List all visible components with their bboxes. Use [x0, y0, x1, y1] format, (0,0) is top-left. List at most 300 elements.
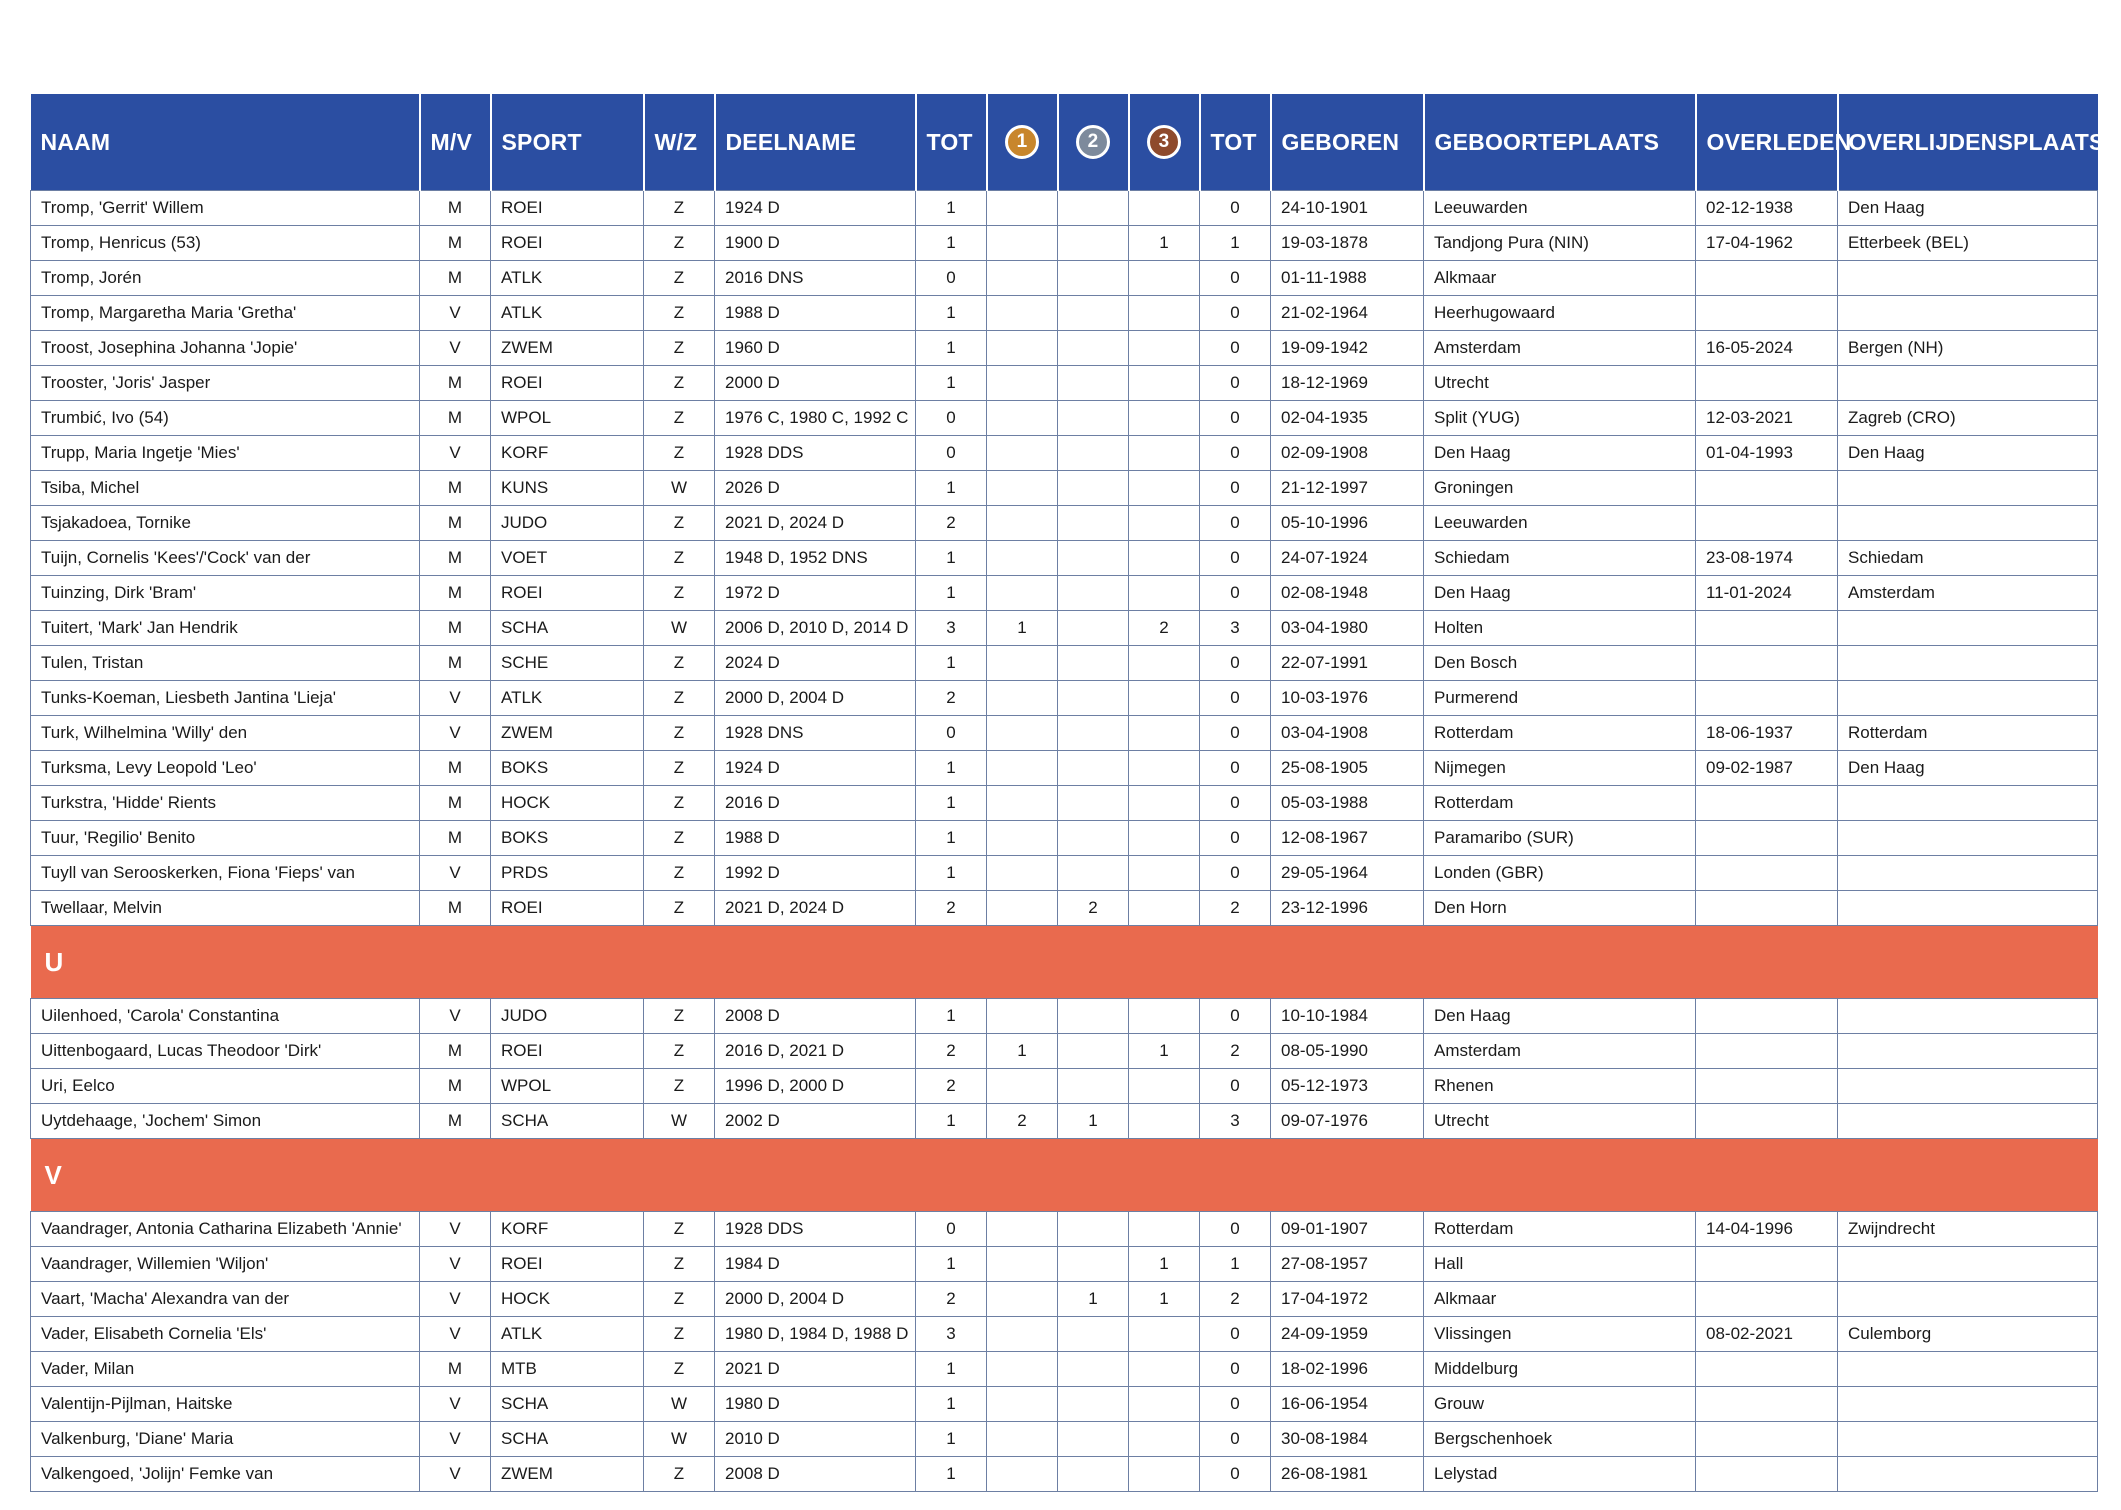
cell-wz: Z	[644, 1282, 715, 1317]
cell-sport: VOET	[491, 541, 644, 576]
cell-tot-medailles: 2	[1200, 891, 1271, 926]
cell-overleden: 18-06-1937	[1696, 716, 1838, 751]
cell-geboorteplaats: Vlissingen	[1424, 1317, 1696, 1352]
cell-tot-deelname: 1	[916, 646, 987, 681]
cell-tot-deelname: 2	[916, 506, 987, 541]
cell-geboorteplaats: Groningen	[1424, 471, 1696, 506]
cell-geboorteplaats: Heerhugowaard	[1424, 296, 1696, 331]
cell-tot-deelname: 1	[916, 1387, 987, 1422]
cell-geboorteplaats: Paramaribo (SUR)	[1424, 821, 1696, 856]
cell-geboorteplaats: Tandjong Pura (NIN)	[1424, 226, 1696, 261]
cell-deelname: 2016 D	[715, 786, 916, 821]
cell-overlijdensplaats	[1838, 296, 2098, 331]
table-row	[31, 506, 2098, 541]
cell-tot-medailles: 0	[1200, 856, 1271, 891]
cell-naam: Tromp, Henricus (53)	[31, 226, 420, 261]
cell-naam: Trumbić, Ivo (54)	[31, 401, 420, 436]
cell-wz: Z	[644, 891, 715, 926]
cell-naam: Valentijn-Pijlman, Haitske	[31, 1387, 420, 1422]
cell-mv: M	[420, 821, 491, 856]
cell-zilver	[1058, 191, 1129, 226]
cell-tot-deelname: 1	[916, 296, 987, 331]
cell-geboorteplaats: Bergschenhoek	[1424, 1422, 1696, 1457]
gold-medal-icon: 1	[1005, 125, 1039, 159]
cell-brons	[1129, 999, 1200, 1034]
cell-sport: BOKS	[491, 751, 644, 786]
table-row	[31, 1247, 2098, 1282]
cell-overlijdensplaats: Zwijndrecht	[1838, 1212, 2098, 1247]
table-row	[31, 1034, 2098, 1069]
cell-deelname: 2000 D, 2004 D	[715, 1282, 916, 1317]
cell-naam: Tromp, 'Gerrit' Willem	[31, 191, 420, 226]
cell-naam: Vader, Elisabeth Cornelia 'Els'	[31, 1317, 420, 1352]
cell-overlijdensplaats: Culemborg	[1838, 1317, 2098, 1352]
cell-tot-deelname: 1	[916, 856, 987, 891]
cell-zilver	[1058, 436, 1129, 471]
cell-overlijdensplaats: Etterbeek (BEL)	[1838, 226, 2098, 261]
cell-mv: V	[420, 1387, 491, 1422]
cell-sport: ROEI	[491, 366, 644, 401]
cell-brons: 1	[1129, 226, 1200, 261]
cell-geboren: 12-08-1967	[1271, 821, 1424, 856]
cell-sport: KUNS	[491, 471, 644, 506]
cell-deelname: 1972 D	[715, 576, 916, 611]
cell-wz: Z	[644, 1034, 715, 1069]
cell-overlijdensplaats	[1838, 1457, 2098, 1492]
cell-deelname: 1988 D	[715, 296, 916, 331]
cell-tot-deelname: 1	[916, 1104, 987, 1139]
cell-mv: M	[420, 541, 491, 576]
cell-overleden	[1696, 1352, 1838, 1387]
cell-naam: Tsiba, Michel	[31, 471, 420, 506]
cell-tot-deelname: 0	[916, 401, 987, 436]
table-row	[31, 576, 2098, 611]
cell-wz: Z	[644, 506, 715, 541]
cell-sport: HOCK	[491, 1282, 644, 1317]
cell-overlijdensplaats	[1838, 891, 2098, 926]
table-row	[31, 1352, 2098, 1387]
cell-deelname: 1984 D	[715, 1247, 916, 1282]
cell-brons	[1129, 1104, 1200, 1139]
cell-brons: 1	[1129, 1282, 1200, 1317]
cell-sport: WPOL	[491, 1069, 644, 1104]
cell-geboren: 05-12-1973	[1271, 1069, 1424, 1104]
cell-wz: Z	[644, 1247, 715, 1282]
table-row	[31, 1422, 2098, 1457]
cell-geboorteplaats: Den Haag	[1424, 436, 1696, 471]
cell-overleden	[1696, 611, 1838, 646]
cell-tot-medailles: 0	[1200, 821, 1271, 856]
cell-goud	[987, 541, 1058, 576]
cell-deelname: 1988 D	[715, 821, 916, 856]
cell-overlijdensplaats: Bergen (NH)	[1838, 331, 2098, 366]
table-row	[31, 1212, 2098, 1247]
cell-wz: Z	[644, 366, 715, 401]
table-row	[31, 226, 2098, 261]
header-geboorteplaats: GEBOORTEPLAATS	[1424, 94, 1696, 191]
table-row	[31, 716, 2098, 751]
cell-brons	[1129, 856, 1200, 891]
cell-overlijdensplaats: Zagreb (CRO)	[1838, 401, 2098, 436]
cell-brons: 1	[1129, 1247, 1200, 1282]
header-overlijdensplaats: OVERLIJDENSPLAATS	[1838, 94, 2098, 191]
cell-goud	[987, 646, 1058, 681]
cell-tot-deelname: 2	[916, 681, 987, 716]
header-naam: NAAM	[31, 94, 420, 191]
cell-zilver: 1	[1058, 1104, 1129, 1139]
cell-tot-deelname: 3	[916, 1317, 987, 1352]
cell-wz: Z	[644, 1352, 715, 1387]
table-row	[31, 786, 2098, 821]
cell-naam: Tuur, 'Regilio' Benito	[31, 821, 420, 856]
cell-geboorteplaats: Grouw	[1424, 1387, 1696, 1422]
cell-tot-medailles: 0	[1200, 401, 1271, 436]
cell-geboorteplaats: Rotterdam	[1424, 786, 1696, 821]
cell-mv: M	[420, 366, 491, 401]
cell-deelname: 1960 D	[715, 331, 916, 366]
cell-tot-deelname: 1	[916, 191, 987, 226]
cell-tot-deelname: 2	[916, 891, 987, 926]
cell-tot-deelname: 1	[916, 541, 987, 576]
cell-overlijdensplaats	[1838, 821, 2098, 856]
cell-zilver: 2	[1058, 891, 1129, 926]
cell-brons	[1129, 436, 1200, 471]
cell-overleden	[1696, 999, 1838, 1034]
cell-mv: V	[420, 296, 491, 331]
cell-overleden	[1696, 1387, 1838, 1422]
cell-wz: Z	[644, 541, 715, 576]
cell-sport: MTB	[491, 1352, 644, 1387]
table-row	[31, 1387, 2098, 1422]
cell-goud	[987, 1282, 1058, 1317]
cell-geboorteplaats: Purmerend	[1424, 681, 1696, 716]
cell-tot-medailles: 0	[1200, 1457, 1271, 1492]
cell-mv: V	[420, 681, 491, 716]
cell-tot-medailles: 0	[1200, 436, 1271, 471]
cell-overlijdensplaats	[1838, 1069, 2098, 1104]
cell-overlijdensplaats: Den Haag	[1838, 751, 2098, 786]
cell-zilver	[1058, 1212, 1129, 1247]
cell-naam: Valkenburg, 'Diane' Maria	[31, 1422, 420, 1457]
cell-geboren: 03-04-1980	[1271, 611, 1424, 646]
cell-deelname: 2016 DNS	[715, 261, 916, 296]
table-row	[31, 856, 2098, 891]
header-sport: SPORT	[491, 94, 644, 191]
cell-zilver	[1058, 1457, 1129, 1492]
cell-mv: V	[420, 1212, 491, 1247]
cell-naam: Valkengoed, 'Jolijn' Femke van	[31, 1457, 420, 1492]
cell-wz: Z	[644, 1212, 715, 1247]
cell-goud	[987, 226, 1058, 261]
cell-zilver	[1058, 751, 1129, 786]
cell-overlijdensplaats	[1838, 999, 2098, 1034]
cell-goud	[987, 1352, 1058, 1387]
cell-geboren: 30-08-1984	[1271, 1422, 1424, 1457]
cell-wz: Z	[644, 401, 715, 436]
cell-overleden	[1696, 681, 1838, 716]
cell-geboren: 27-08-1957	[1271, 1247, 1424, 1282]
cell-geboren: 17-04-1972	[1271, 1282, 1424, 1317]
cell-deelname: 1976 C, 1980 C, 1992 C	[715, 401, 916, 436]
cell-geboren: 10-10-1984	[1271, 999, 1424, 1034]
cell-goud	[987, 751, 1058, 786]
cell-geboren: 03-04-1908	[1271, 716, 1424, 751]
cell-tot-deelname: 1	[916, 1457, 987, 1492]
cell-overlijdensplaats	[1838, 1282, 2098, 1317]
cell-wz: Z	[644, 681, 715, 716]
cell-geboren: 05-03-1988	[1271, 786, 1424, 821]
cell-deelname: 2002 D	[715, 1104, 916, 1139]
cell-sport: ATLK	[491, 296, 644, 331]
cell-sport: ATLK	[491, 261, 644, 296]
cell-goud	[987, 1069, 1058, 1104]
cell-brons	[1129, 541, 1200, 576]
cell-tot-medailles: 0	[1200, 191, 1271, 226]
cell-overlijdensplaats	[1838, 856, 2098, 891]
cell-geboorteplaats: Schiedam	[1424, 541, 1696, 576]
cell-sport: ZWEM	[491, 1457, 644, 1492]
cell-zilver	[1058, 646, 1129, 681]
cell-sport: ATLK	[491, 681, 644, 716]
cell-goud	[987, 296, 1058, 331]
cell-sport: ROEI	[491, 891, 644, 926]
cell-zilver	[1058, 576, 1129, 611]
cell-brons	[1129, 821, 1200, 856]
cell-overleden: 16-05-2024	[1696, 331, 1838, 366]
cell-overleden: 08-02-2021	[1696, 1317, 1838, 1352]
cell-brons	[1129, 1422, 1200, 1457]
cell-brons: 2	[1129, 611, 1200, 646]
cell-geboren: 09-01-1907	[1271, 1212, 1424, 1247]
cell-overlijdensplaats	[1838, 646, 2098, 681]
cell-tot-medailles: 0	[1200, 1069, 1271, 1104]
cell-mv: M	[420, 191, 491, 226]
cell-mv: M	[420, 226, 491, 261]
cell-tot-medailles: 0	[1200, 576, 1271, 611]
cell-wz: Z	[644, 576, 715, 611]
cell-sport: ROEI	[491, 226, 644, 261]
cell-geboorteplaats: Den Haag	[1424, 576, 1696, 611]
cell-zilver	[1058, 1317, 1129, 1352]
header-mv: M/V	[420, 94, 491, 191]
cell-mv: V	[420, 436, 491, 471]
cell-overlijdensplaats	[1838, 506, 2098, 541]
cell-deelname: 1980 D	[715, 1387, 916, 1422]
cell-zilver	[1058, 296, 1129, 331]
cell-mv: V	[420, 1247, 491, 1282]
cell-goud	[987, 331, 1058, 366]
cell-brons	[1129, 1352, 1200, 1387]
cell-zilver	[1058, 366, 1129, 401]
cell-deelname: 1928 DDS	[715, 1212, 916, 1247]
cell-sport: ATLK	[491, 1317, 644, 1352]
cell-naam: Uilenhoed, 'Carola' Constantina	[31, 999, 420, 1034]
cell-mv: V	[420, 999, 491, 1034]
header-gold	[987, 94, 1058, 191]
cell-overleden: 09-02-1987	[1696, 751, 1838, 786]
cell-deelname: 2010 D	[715, 1422, 916, 1457]
cell-mv: V	[420, 856, 491, 891]
cell-geboorteplaats: Nijmegen	[1424, 751, 1696, 786]
cell-deelname: 1980 D, 1984 D, 1988 D	[715, 1317, 916, 1352]
cell-geboren: 26-08-1981	[1271, 1457, 1424, 1492]
cell-tot-deelname: 0	[916, 261, 987, 296]
cell-geboorteplaats: Hall	[1424, 1247, 1696, 1282]
cell-overleden	[1696, 506, 1838, 541]
cell-overleden	[1696, 1282, 1838, 1317]
cell-overleden	[1696, 296, 1838, 331]
cell-tot-medailles: 3	[1200, 1104, 1271, 1139]
cell-sport: SCHA	[491, 1422, 644, 1457]
cell-zilver	[1058, 1247, 1129, 1282]
table-body	[31, 191, 2098, 1492]
cell-mv: V	[420, 1282, 491, 1317]
cell-goud	[987, 576, 1058, 611]
header-deelname: DEELNAME	[715, 94, 916, 191]
cell-tot-medailles: 0	[1200, 681, 1271, 716]
cell-sport: ZWEM	[491, 331, 644, 366]
cell-geboorteplaats: Middelburg	[1424, 1352, 1696, 1387]
cell-wz: Z	[644, 751, 715, 786]
cell-tot-medailles: 0	[1200, 716, 1271, 751]
table-row	[31, 296, 2098, 331]
cell-brons	[1129, 891, 1200, 926]
cell-tot-deelname: 1	[916, 786, 987, 821]
cell-goud	[987, 681, 1058, 716]
cell-naam: Turksma, Levy Leopold 'Leo'	[31, 751, 420, 786]
cell-deelname: 1900 D	[715, 226, 916, 261]
cell-tot-medailles: 2	[1200, 1034, 1271, 1069]
cell-tot-deelname: 2	[916, 1069, 987, 1104]
cell-deelname: 2026 D	[715, 471, 916, 506]
cell-tot-deelname: 1	[916, 751, 987, 786]
cell-wz: Z	[644, 1457, 715, 1492]
cell-deelname: 2000 D, 2004 D	[715, 681, 916, 716]
cell-sport: SCHA	[491, 1387, 644, 1422]
cell-naam: Vaandrager, Willemien 'Wiljon'	[31, 1247, 420, 1282]
cell-wz: Z	[644, 999, 715, 1034]
cell-goud	[987, 471, 1058, 506]
cell-zilver	[1058, 716, 1129, 751]
section-header-row	[31, 926, 2098, 999]
cell-sport: PRDS	[491, 856, 644, 891]
cell-wz: W	[644, 471, 715, 506]
cell-naam: Vaart, 'Macha' Alexandra van der	[31, 1282, 420, 1317]
cell-geboren: 10-03-1976	[1271, 681, 1424, 716]
header-geboren: GEBOREN	[1271, 94, 1424, 191]
cell-brons	[1129, 296, 1200, 331]
cell-naam: Uytdehaage, 'Jochem' Simon	[31, 1104, 420, 1139]
cell-tot-medailles: 0	[1200, 261, 1271, 296]
cell-geboren: 18-12-1969	[1271, 366, 1424, 401]
cell-tot-deelname: 1	[916, 226, 987, 261]
cell-goud	[987, 1317, 1058, 1352]
cell-deelname: 2008 D	[715, 1457, 916, 1492]
cell-overlijdensplaats	[1838, 1387, 2098, 1422]
cell-overlijdensplaats	[1838, 1034, 2098, 1069]
cell-zilver	[1058, 226, 1129, 261]
cell-geboren: 18-02-1996	[1271, 1352, 1424, 1387]
cell-mv: M	[420, 1104, 491, 1139]
cell-geboren: 09-07-1976	[1271, 1104, 1424, 1139]
cell-geboren: 21-12-1997	[1271, 471, 1424, 506]
cell-brons	[1129, 1069, 1200, 1104]
cell-overleden	[1696, 1104, 1838, 1139]
cell-brons	[1129, 506, 1200, 541]
table-row	[31, 471, 2098, 506]
cell-overleden: 17-04-1962	[1696, 226, 1838, 261]
cell-overlijdensplaats	[1838, 261, 2098, 296]
cell-sport: ROEI	[491, 1034, 644, 1069]
cell-brons	[1129, 681, 1200, 716]
table-row	[31, 331, 2098, 366]
cell-tot-medailles: 0	[1200, 1317, 1271, 1352]
cell-brons	[1129, 1457, 1200, 1492]
cell-overleden	[1696, 1457, 1838, 1492]
cell-geboren: 21-02-1964	[1271, 296, 1424, 331]
table-row	[31, 611, 2098, 646]
cell-overlijdensplaats: Rotterdam	[1838, 716, 2098, 751]
cell-wz: Z	[644, 1069, 715, 1104]
cell-sport: JUDO	[491, 999, 644, 1034]
cell-zilver	[1058, 541, 1129, 576]
table-row	[31, 821, 2098, 856]
cell-deelname: 1992 D	[715, 856, 916, 891]
cell-goud	[987, 1457, 1058, 1492]
cell-deelname: 1928 DNS	[715, 716, 916, 751]
cell-tot-deelname: 1	[916, 576, 987, 611]
cell-goud: 2	[987, 1104, 1058, 1139]
cell-tot-medailles: 0	[1200, 471, 1271, 506]
table-row	[31, 1317, 2098, 1352]
cell-wz: W	[644, 1387, 715, 1422]
cell-geboorteplaats: Den Haag	[1424, 999, 1696, 1034]
cell-mv: M	[420, 506, 491, 541]
cell-brons	[1129, 366, 1200, 401]
header-wz: W/Z	[644, 94, 715, 191]
cell-wz: Z	[644, 191, 715, 226]
cell-overlijdensplaats	[1838, 471, 2098, 506]
cell-geboren: 23-12-1996	[1271, 891, 1424, 926]
cell-sport: ROEI	[491, 576, 644, 611]
cell-naam: Vaandrager, Antonia Catharina Elizabeth 'Annie'	[31, 1212, 420, 1247]
cell-brons	[1129, 716, 1200, 751]
cell-deelname: 1928 DDS	[715, 436, 916, 471]
cell-naam: Trupp, Maria Ingetje 'Mies'	[31, 436, 420, 471]
cell-naam: Turkstra, 'Hidde' Rients	[31, 786, 420, 821]
cell-naam: Twellaar, Melvin	[31, 891, 420, 926]
cell-brons	[1129, 646, 1200, 681]
cell-deelname: 2021 D	[715, 1352, 916, 1387]
cell-mv: V	[420, 1317, 491, 1352]
cell-mv: M	[420, 646, 491, 681]
cell-geboren: 08-05-1990	[1271, 1034, 1424, 1069]
cell-goud	[987, 1247, 1058, 1282]
cell-brons	[1129, 471, 1200, 506]
cell-naam: Trooster, 'Joris' Jasper	[31, 366, 420, 401]
cell-geboorteplaats: Leeuwarden	[1424, 506, 1696, 541]
cell-sport: KORF	[491, 436, 644, 471]
cell-naam: Tunks-Koeman, Liesbeth Jantina 'Lieja'	[31, 681, 420, 716]
cell-geboren: 02-04-1935	[1271, 401, 1424, 436]
cell-wz: W	[644, 611, 715, 646]
cell-overlijdensplaats	[1838, 1247, 2098, 1282]
cell-deelname: 2000 D	[715, 366, 916, 401]
cell-geboorteplaats: Amsterdam	[1424, 331, 1696, 366]
cell-brons	[1129, 1212, 1200, 1247]
cell-zilver	[1058, 999, 1129, 1034]
cell-geboorteplaats: Split (YUG)	[1424, 401, 1696, 436]
